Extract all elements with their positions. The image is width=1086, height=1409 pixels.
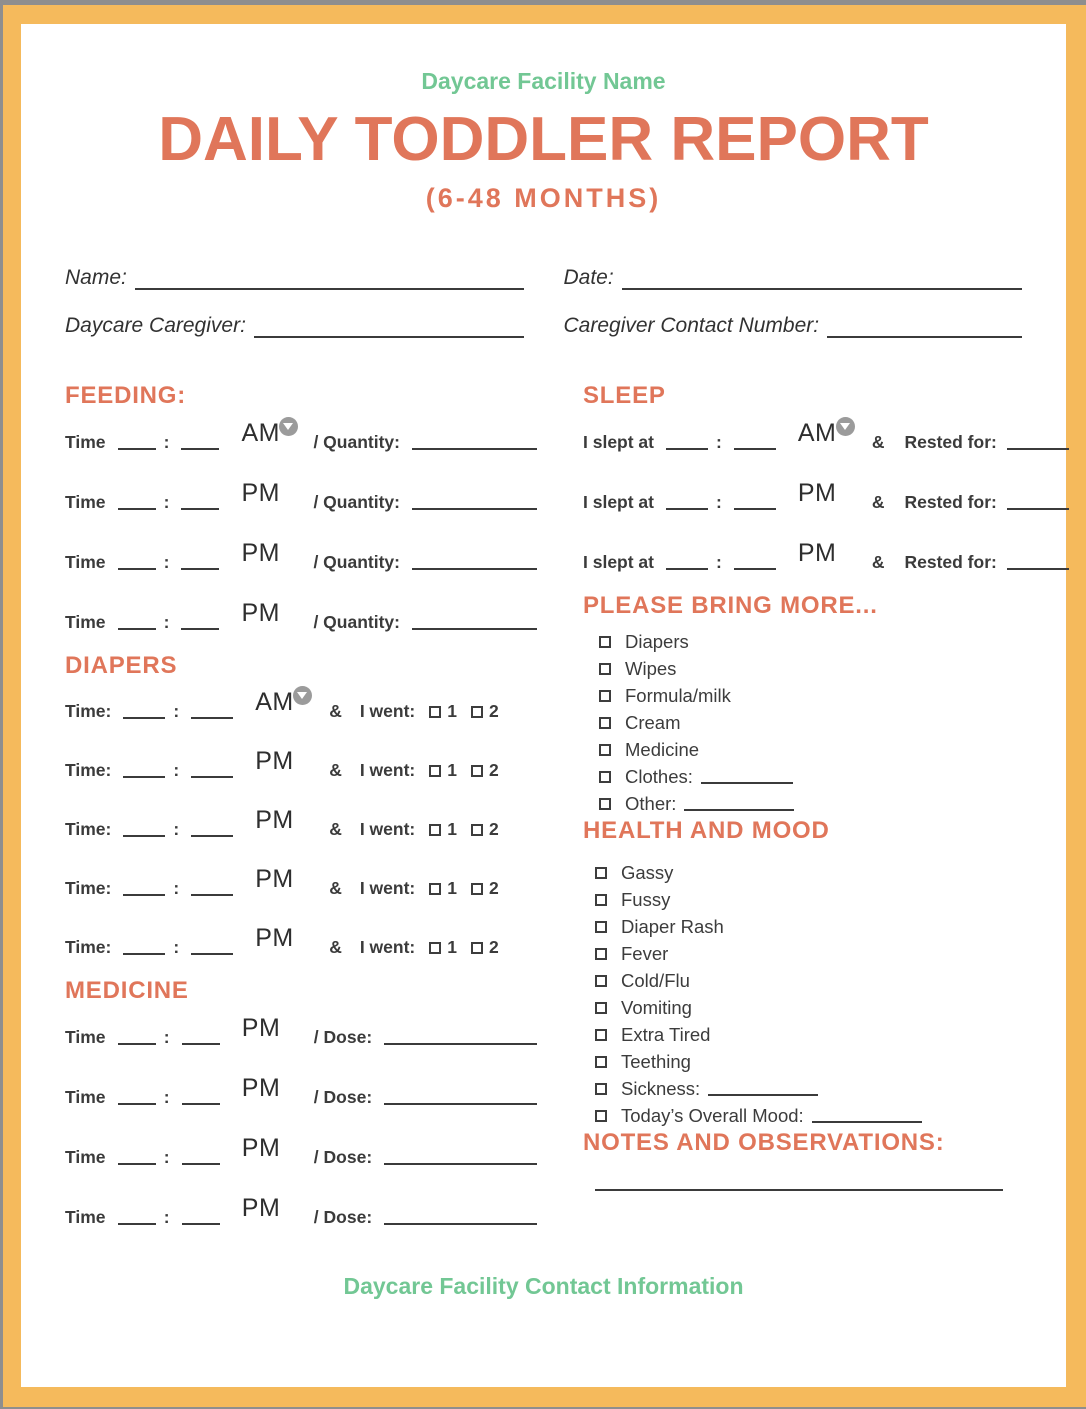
minute-input-line[interactable] [191,704,233,719]
ampm-value: PM [255,865,294,893]
identity-section [65,266,1022,338]
bring-more-section [583,592,1069,817]
time-label: Time: [65,937,112,957]
ampm-value: AM [241,418,280,447]
hour-input-line[interactable] [118,1150,156,1165]
minute-input-line[interactable] [734,495,776,510]
ampersand-label: & [871,551,885,572]
colon-label: : [716,551,722,572]
time-label: Time [65,1026,106,1047]
notes-input-line[interactable] [595,1189,1003,1191]
hour-input-line[interactable] [118,435,156,450]
went-2-checkbox[interactable] [471,765,483,777]
diapers-row [65,859,537,918]
chevron-down-icon[interactable] [279,417,298,436]
sleep-section [583,382,1069,592]
went-1-checkbox[interactable] [429,765,441,777]
sleep-row [583,532,1069,592]
minute-input-line[interactable] [181,435,219,450]
hour-input-line[interactable] [118,1090,156,1105]
medicine-row [65,1187,537,1247]
went-2-label: 2 [488,878,499,898]
minute-input-line[interactable] [734,435,776,450]
sleep-row [583,412,1069,472]
quantity-input-line[interactable] [412,495,537,510]
slept-at-label: I slept at [583,431,654,452]
colon-label: : [163,491,170,512]
feeding-section [65,382,537,652]
time-label: Time: [65,701,112,721]
slept-at-label: I slept at [583,491,654,512]
list-item [595,967,1069,994]
minute-input-line[interactable] [181,555,219,570]
item-label: Cream [625,711,681,733]
list-item [599,790,1069,817]
health-mood-list [583,859,1069,1129]
item-checkbox[interactable] [595,1083,607,1095]
ampm-value: PM [255,924,294,952]
contact-input-line[interactable] [827,323,1022,338]
ampm-value: AM [255,688,294,716]
list-item [599,628,1069,655]
rested-input-line[interactable] [1007,435,1069,450]
minute-input-line[interactable] [182,1150,220,1165]
went-1-checkbox[interactable] [429,706,441,718]
contact-label: Caregiver Contact Number: [563,314,820,337]
diapers-row [65,800,537,859]
hour-input-line[interactable] [666,435,708,450]
feeding-row [65,592,537,652]
diapers-heading: DIAPERS [65,652,178,679]
dose-input-line[interactable] [384,1210,537,1225]
item-label: Fussy [621,888,671,910]
colon-label: : [173,701,180,721]
colon-label: : [163,1206,170,1227]
item-label: Clothes: [625,765,693,787]
date-label: Date: [563,266,614,289]
item-checkbox[interactable] [595,1110,607,1122]
colon-label: : [163,1086,170,1107]
ampm-dropdown[interactable] [242,1014,290,1043]
ampersand-label: & [329,878,342,898]
hour-input-line[interactable] [123,704,165,719]
went-label: I went: [359,819,416,839]
medicine-section [65,977,537,1247]
ampm-value: PM [255,747,294,775]
hour-input-line[interactable] [118,1210,156,1225]
list-item [599,736,1069,763]
ampm-dropdown[interactable] [255,924,303,953]
went-2-checkbox[interactable] [471,824,483,836]
went-label: I went: [359,878,416,898]
clothes-input-line[interactable] [701,769,793,784]
health-mood-section [583,817,1069,1129]
caregiver-label: Daycare Caregiver: [65,314,246,337]
chevron-down-icon[interactable] [836,417,855,436]
item-label: Extra Tired [621,1023,711,1045]
ampm-value: PM [241,1133,281,1162]
went-1-label: 1 [447,701,457,721]
item-label: Medicine [625,738,700,760]
item-checkbox[interactable] [599,663,611,675]
medicine-row [65,1127,537,1187]
item-checkbox[interactable] [599,771,611,783]
went-1-checkbox[interactable] [429,942,441,954]
dose-label: / Dose: [313,1146,373,1167]
colon-label: : [163,551,170,572]
time-label: Time [65,611,106,632]
minute-input-line[interactable] [191,822,233,837]
contact-field [564,314,1023,338]
sleep-heading: SLEEP [583,382,666,409]
ampm-value: PM [241,1193,281,1222]
feeding-row [65,412,537,472]
feeding-heading: FEEDING: [65,382,187,409]
ampm-value: AM [797,418,837,447]
list-item [599,763,1069,790]
list-item [599,709,1069,736]
hour-input-line[interactable] [118,615,156,630]
diapers-row [65,741,537,800]
ampm-value: PM [241,1013,281,1042]
time-label: Time [65,431,106,452]
ampm-value: PM [797,478,837,507]
hour-input-line[interactable] [123,940,165,955]
item-checkbox[interactable] [595,921,607,933]
sleep-row [583,472,1069,532]
list-item [595,1075,1069,1102]
hour-input-line[interactable] [123,763,165,778]
rested-for-label: Rested for: [904,431,997,452]
notes-section [583,1129,1069,1191]
ampersand-label: & [329,819,342,839]
time-label: Time: [65,760,112,780]
list-item [599,655,1069,682]
hour-input-line[interactable] [118,1030,156,1045]
ampm-dropdown[interactable] [255,747,303,776]
date-input-line[interactable] [622,275,1022,290]
form-columns [65,382,1022,1247]
ampm-dropdown[interactable] [798,419,846,448]
list-item [595,994,1069,1021]
dose-input-line[interactable] [384,1090,537,1105]
hour-input-line[interactable] [118,495,156,510]
colon-label: : [716,431,722,452]
quantity-label: / Quantity: [313,611,400,632]
quantity-label: / Quantity: [313,431,400,452]
item-label: Sickness: [621,1077,701,1099]
list-item [599,682,1069,709]
caregiver-input-line[interactable] [254,323,524,338]
ampm-dropdown[interactable] [241,479,289,508]
minute-input-line[interactable] [191,763,233,778]
hour-input-line[interactable] [666,495,708,510]
colon-label: : [173,937,180,957]
dose-input-line[interactable] [384,1150,537,1165]
ampm-value: PM [255,806,294,834]
item-checkbox[interactable] [595,1002,607,1014]
item-label: Formula/milk [625,684,731,706]
item-label: Diapers [625,630,689,652]
time-label: Time [65,491,106,512]
colon-label: : [173,760,180,780]
mood-input-line[interactable] [812,1108,922,1123]
hour-input-line[interactable] [123,881,165,896]
went-1-label: 1 [447,878,457,898]
hour-input-line[interactable] [118,555,156,570]
facility-contact-info: Daycare Facility Contact Information [343,1273,744,1299]
went-2-label: 2 [488,937,499,957]
item-checkbox[interactable] [595,1056,607,1068]
item-checkbox[interactable] [595,975,607,987]
ampm-value: PM [241,538,280,567]
time-label: Time [65,1146,106,1167]
colon-label: : [163,1146,170,1167]
went-label: I went: [359,701,416,721]
minute-input-line[interactable] [191,881,233,896]
caregiver-field [65,314,524,338]
list-item [595,1102,1069,1129]
colon-label: : [716,491,722,512]
left-column [65,382,537,1247]
ampm-dropdown[interactable] [255,865,303,894]
item-checkbox[interactable] [599,717,611,729]
page-border-frame [3,5,1086,1407]
went-2-label: 2 [488,760,499,780]
hour-input-line[interactable] [123,822,165,837]
item-checkbox[interactable] [595,867,607,879]
went-2-label: 2 [488,701,499,721]
item-checkbox[interactable] [595,948,607,960]
ampm-value: PM [241,478,280,507]
feeding-row [65,532,537,592]
item-label: Wipes [625,657,677,679]
bring-more-heading: PLEASE BRING MORE... [583,592,878,619]
item-label: Teething [621,1050,691,1072]
time-label: Time [65,551,106,572]
list-item [595,940,1069,967]
time-label: Time: [65,878,112,898]
item-checkbox[interactable] [599,744,611,756]
chevron-down-icon[interactable] [293,686,312,705]
quantity-input-line[interactable] [412,435,537,450]
time-label: Time: [65,819,112,839]
feeding-row [65,472,537,532]
form-page [21,24,1066,1387]
ampm-dropdown[interactable] [255,806,303,835]
page-title: DAILY TODDLER REPORT [158,105,929,174]
facility-name: Daycare Facility Name [421,68,666,94]
minute-input-line[interactable] [191,940,233,955]
quantity-input-line[interactable] [412,615,537,630]
quantity-label: / Quantity: [313,491,400,512]
item-label: Fever [621,942,669,964]
went-2-checkbox[interactable] [471,883,483,895]
ampersand-label: & [329,760,342,780]
ampersand-label: & [329,701,342,721]
bring-more-list [583,628,1069,817]
minute-input-line[interactable] [182,1210,220,1225]
time-label: Time [65,1086,106,1107]
item-checkbox[interactable] [595,1029,607,1041]
rested-input-line[interactable] [1007,495,1069,510]
hour-input-line[interactable] [666,555,708,570]
colon-label: : [173,819,180,839]
list-item [595,1021,1069,1048]
item-label: Gassy [621,861,674,883]
ampm-dropdown[interactable] [798,479,846,508]
went-label: I went: [359,937,416,957]
medicine-row [65,1007,537,1067]
item-checkbox[interactable] [599,690,611,702]
list-item [595,913,1069,940]
right-column [537,382,1069,1247]
went-1-checkbox[interactable] [429,883,441,895]
item-checkbox[interactable] [595,894,607,906]
notes-heading: NOTES AND OBSERVATIONS: [583,1129,945,1156]
item-label: Other: [625,792,677,814]
diapers-row [65,682,537,741]
minute-input-line[interactable] [181,615,219,630]
diapers-section [65,652,537,977]
rested-for-label: Rested for: [904,551,997,572]
item-label: Vomiting [621,996,692,1018]
ampersand-label: & [871,491,885,512]
dose-label: / Dose: [313,1206,373,1227]
name-field [65,266,524,290]
diapers-row [65,918,537,977]
ampm-value: PM [241,1073,281,1102]
name-input-line[interactable] [135,275,524,290]
ampersand-label: & [329,937,342,957]
went-2-checkbox[interactable] [471,942,483,954]
minute-input-line[interactable] [181,495,219,510]
went-1-label: 1 [447,819,457,839]
rested-input-line[interactable] [1007,555,1069,570]
rested-for-label: Rested for: [904,491,997,512]
dose-label: / Dose: [313,1086,373,1107]
went-2-checkbox[interactable] [471,706,483,718]
went-2-label: 2 [488,819,499,839]
item-label: Cold/Flu [621,969,690,991]
went-1-label: 1 [447,937,457,957]
time-label: Time [65,1206,106,1227]
ampm-dropdown[interactable] [242,1134,290,1163]
colon-label: : [163,431,170,452]
ampm-dropdown[interactable] [241,539,289,568]
medicine-heading: MEDICINE [65,977,189,1004]
item-label: Diaper Rash [621,915,724,937]
list-item [595,859,1069,886]
went-label: I went: [359,760,416,780]
ampersand-label: & [871,431,885,452]
quantity-input-line[interactable] [412,555,537,570]
minute-input-line[interactable] [734,555,776,570]
medicine-row [65,1067,537,1127]
sickness-input-line[interactable] [708,1081,818,1096]
went-1-label: 1 [447,760,457,780]
ampm-value: PM [241,598,280,627]
list-item [595,1048,1069,1075]
ampm-value: PM [797,538,837,567]
went-1-checkbox[interactable] [429,824,441,836]
health-mood-heading: HEALTH AND MOOD [583,817,830,844]
colon-label: : [173,878,180,898]
name-label: Name: [65,266,127,289]
ampm-dropdown[interactable] [242,1074,290,1103]
slept-at-label: I slept at [583,551,654,572]
item-checkbox[interactable] [599,798,611,810]
item-label: Today’s Overall Mood: [621,1104,804,1126]
colon-label: : [163,1026,170,1047]
ampm-dropdown[interactable] [798,539,846,568]
ampm-dropdown[interactable] [255,688,303,717]
dose-label: / Dose: [313,1026,373,1047]
other-input-line[interactable] [684,796,794,811]
date-field [564,266,1023,290]
item-checkbox[interactable] [599,636,611,648]
dose-input-line[interactable] [384,1030,537,1045]
ampm-dropdown[interactable] [241,419,289,448]
ampm-dropdown[interactable] [241,599,289,628]
colon-label: : [163,611,170,632]
minute-input-line[interactable] [182,1090,220,1105]
quantity-label: / Quantity: [313,551,400,572]
page-subtitle: (6-48 MONTHS) [425,183,662,213]
list-item [595,886,1069,913]
minute-input-line[interactable] [182,1030,220,1045]
ampm-dropdown[interactable] [242,1194,290,1223]
